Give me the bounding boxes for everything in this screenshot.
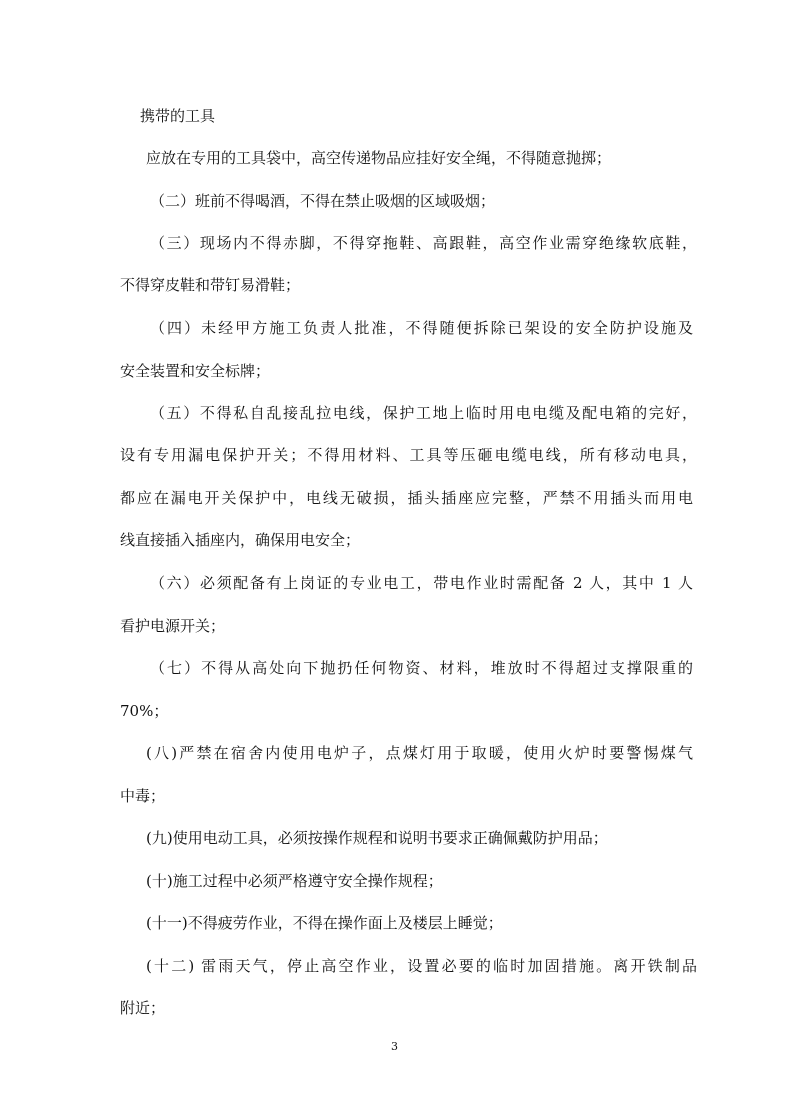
text-line: (十)施工过程中必须严格遵守安全操作规程； [146, 872, 443, 890]
text-line: 附近； [120, 999, 166, 1017]
text-line: 携带的工具 [140, 107, 216, 125]
text-line: 应放在专用的工具袋中，高空传递物品应挂好安全绳，不得随意抛掷； [146, 149, 612, 167]
text-line: 线直接插入插座内，确保用电安全； [120, 531, 361, 549]
text-line: (八)严禁在宿舍内使用电炉子，点煤灯用于取暖，使用火炉时要警惕煤气 [146, 744, 693, 762]
text-line: （四）未经甲方施工负责人批准，不得随便拆除已架设的安全防护设施及 [150, 319, 693, 337]
text-line: (九)使用电动工具，必须按操作规程和说明书要求正确佩戴防护用品； [146, 829, 608, 847]
text-line: （六）必须配备有上岗证的专业电工，带电作业时需配备 2 人，其中 1 人 [150, 574, 693, 592]
text-line: 设有专用漏电保护开关；不得用材料、工具等压砸电缆电线，所有移动电具， [120, 446, 697, 464]
text-line: 中毒； [120, 787, 166, 805]
text-line: （七）不得从高处向下抛扔任何物资、材料，堆放时不得超过支撑限重的 [150, 659, 693, 677]
text-line: 70%； [120, 702, 169, 720]
text-line: 看护电源开关； [120, 617, 226, 635]
text-line: (十一)不得疲劳作业，不得在操作面上及楼层上睡觉； [146, 914, 503, 932]
text-line: （三）现场内不得赤脚，不得穿拖鞋、高跟鞋，高空作业需穿绝缘软底鞋， [150, 234, 697, 252]
text-line: （五）不得私自乱接乱拉电线，保护工地上临时用电电缆及配电箱的完好， [150, 404, 697, 422]
text-line: 不得穿皮鞋和带钉易滑鞋； [120, 276, 301, 294]
text-line: （二）班前不得喝酒，不得在禁止吸烟的区域吸烟； [150, 192, 496, 210]
text-line: 安全装置和安全标牌； [120, 362, 271, 380]
text-line: 都应在漏电开关保护中，电线无破损，插头插座应完整，严禁不用插头而用电 [120, 489, 693, 507]
page-number: 3 [391, 1040, 398, 1053]
text-line: (十二) 雷雨天气，停止高空作业，设置必要的临时加固措施。离开铁制品 [146, 957, 697, 975]
